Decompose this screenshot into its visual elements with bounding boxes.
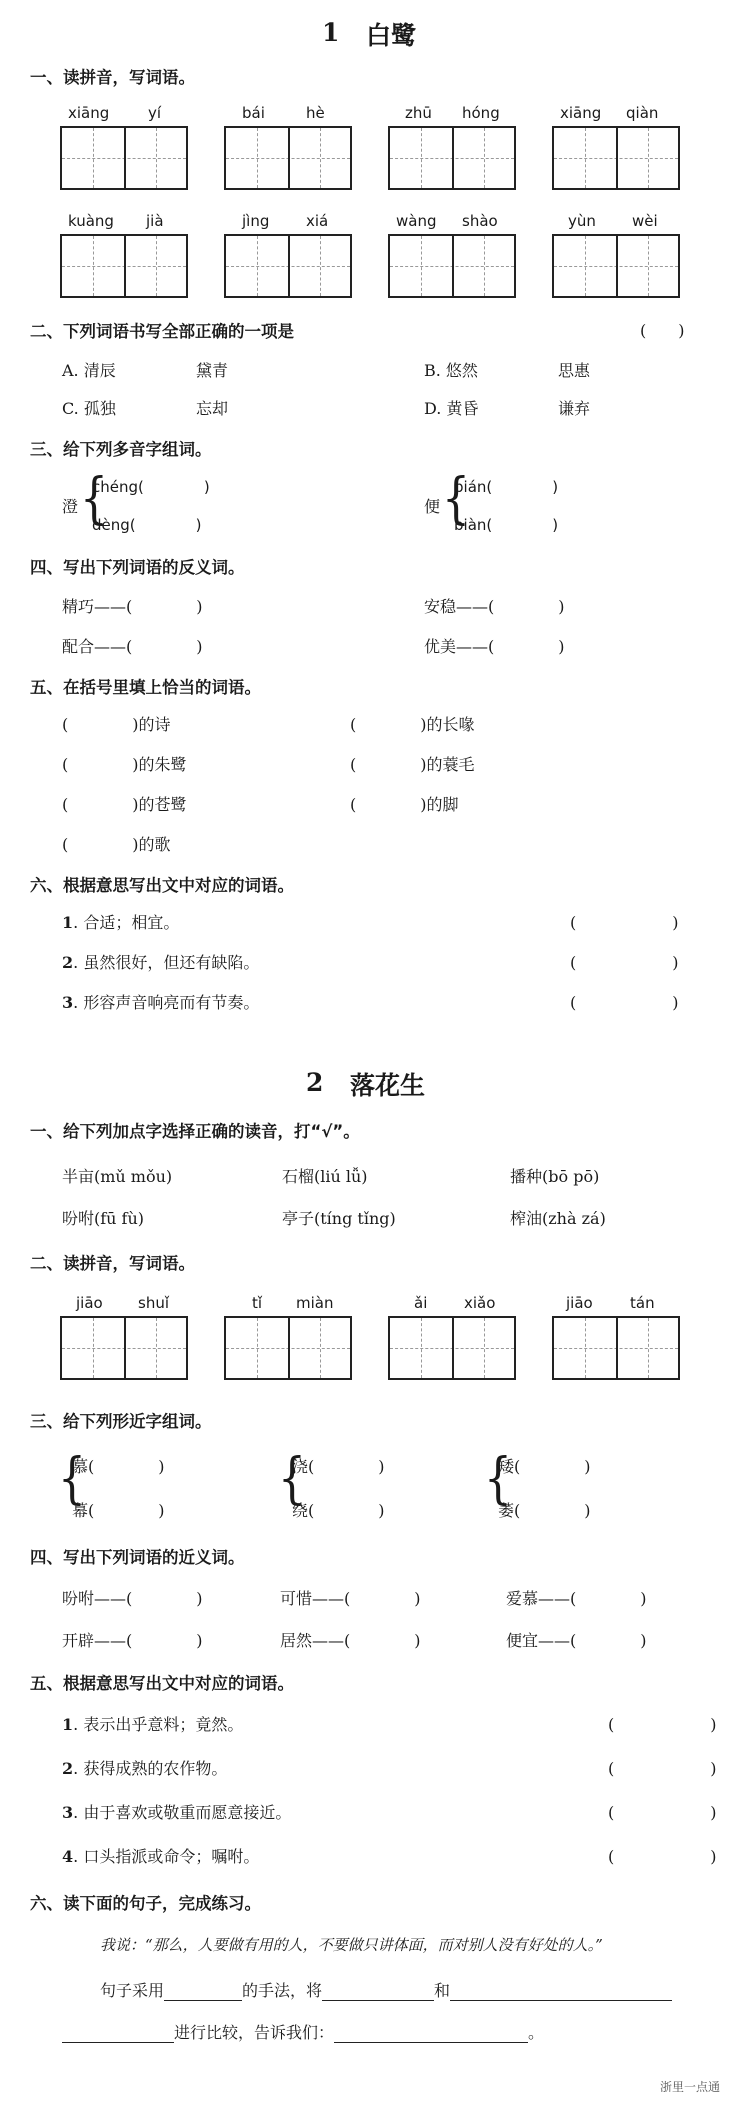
antonym-item[interactable]: 安稳——( ) xyxy=(424,597,565,616)
pronunciation-item[interactable]: 榨油(zhà zá) xyxy=(510,1209,606,1228)
item-text: . 表示出乎意料；竟然。 xyxy=(73,1715,244,1734)
item-number: 4 xyxy=(62,1847,74,1866)
answer-blank[interactable] xyxy=(164,1981,242,2001)
lesson2-title: 落花生 xyxy=(350,1071,426,1100)
pinyin-label: tán xyxy=(630,1294,655,1312)
fill-blank[interactable]: pián( ) xyxy=(454,478,559,496)
fill-phrase[interactable]: ( )的诗 xyxy=(62,715,171,734)
item-text: . 虽然很好，但还有缺陷。 xyxy=(73,953,260,972)
fill-blank[interactable]: 矮( ) xyxy=(498,1457,591,1476)
item-text: . 口头指派或命令；嘱咐。 xyxy=(73,1847,260,1866)
synonym-item[interactable]: 可惜——( ) xyxy=(280,1589,421,1608)
option-d-word2: 谦弃 xyxy=(558,399,591,418)
fill-blank[interactable]: 幕( ) xyxy=(72,1501,165,1520)
footer-brand: 浙里一点通 xyxy=(660,2080,721,2094)
l1-s5-heading: 五、在括号里填上恰当的词语。 xyxy=(30,678,261,697)
answer-paren[interactable]: ( ) xyxy=(608,1847,717,1866)
pinyin-label: shào xyxy=(462,212,498,230)
l2-s1-heading: 一、给下列加点字选择正确的读音，打“√”。 xyxy=(30,1122,360,1141)
option-c-word2: 忘却 xyxy=(196,399,229,418)
pinyin-label: xiāng xyxy=(560,104,602,122)
quoted-sentence: 我说：“那么，人要做有用的人，不要做只讲体面，而对别人没有好处的人。” xyxy=(100,1936,603,1954)
synonym-item[interactable]: 开辟——( ) xyxy=(62,1631,203,1650)
pinyin-label: yùn xyxy=(568,212,596,230)
pinyin-label: xiāng xyxy=(68,104,110,122)
sentence-text: 和 xyxy=(434,1981,451,2000)
writing-grid[interactable] xyxy=(224,1316,352,1380)
answer-paren[interactable]: ( ) xyxy=(608,1715,717,1734)
definition-item xyxy=(62,1712,243,1735)
writing-grid[interactable] xyxy=(552,1316,680,1380)
pronunciation-item[interactable]: 石榴(liú lǚ) xyxy=(282,1167,368,1186)
sentence-text: 句子采用 xyxy=(100,1981,165,2000)
option-a[interactable]: A. 清辰 xyxy=(62,361,116,380)
pinyin-label: jiāo xyxy=(566,1294,593,1312)
item-text: . 由于喜欢或敬重而愿意接近。 xyxy=(73,1803,292,1822)
fill-phrase[interactable]: ( )的脚 xyxy=(350,795,459,814)
fill-blank[interactable]: biàn( ) xyxy=(454,516,559,534)
fill-sentence-line2 xyxy=(62,2020,544,2043)
definition-item xyxy=(62,910,179,933)
l2-s6-heading: 六、读下面的句子，完成练习。 xyxy=(30,1894,261,1913)
synonym-item[interactable]: 便宜——( ) xyxy=(506,1631,647,1650)
pinyin-label: kuàng xyxy=(68,212,114,230)
writing-grid[interactable] xyxy=(388,126,516,190)
writing-grid[interactable] xyxy=(224,126,352,190)
option-d[interactable]: D. 黄昏 xyxy=(424,399,479,418)
item-number: 3 xyxy=(62,1803,74,1822)
sentence-text: 的手法，将 xyxy=(242,1981,323,2000)
antonym-item[interactable]: 配合——( ) xyxy=(62,637,203,656)
fill-sentence-line1 xyxy=(100,1978,672,2001)
answer-paren[interactable]: ( ) xyxy=(570,993,679,1012)
option-b[interactable]: B. 悠然 xyxy=(424,361,478,380)
synonym-item[interactable]: 爱慕——( ) xyxy=(506,1589,647,1608)
pinyin-label: wàng xyxy=(396,212,437,230)
writing-grid[interactable] xyxy=(552,234,680,298)
definition-item xyxy=(62,1800,291,1823)
writing-grid[interactable] xyxy=(552,126,680,190)
l1-s3-heading: 三、给下列多音字组词。 xyxy=(30,440,212,459)
answer-paren[interactable]: ( ) xyxy=(640,321,685,340)
item-number: 3 xyxy=(62,993,74,1012)
pinyin-label: jiāo xyxy=(76,1294,103,1312)
option-c[interactable]: C. 孤独 xyxy=(62,399,116,418)
option-a-word2: 黛青 xyxy=(196,361,229,380)
definition-item xyxy=(62,950,259,973)
synonym-item[interactable]: 吩咐——( ) xyxy=(62,1589,203,1608)
sentence-text: 进行比较，告诉我们： xyxy=(174,2023,335,2042)
brace-icon: { xyxy=(278,1447,306,1511)
pinyin-label: tǐ xyxy=(252,1294,263,1312)
item-text: . 形容声音响亮而有节奏。 xyxy=(73,993,260,1012)
pronunciation-item[interactable]: 半亩(mǔ mǒu) xyxy=(62,1167,173,1186)
polyphone-char: 澄 xyxy=(62,497,79,516)
brace-icon: { xyxy=(484,1447,512,1511)
lesson1-number: 1 xyxy=(322,18,340,47)
definition-item xyxy=(62,1844,259,1867)
item-number: 2 xyxy=(62,953,74,972)
answer-paren[interactable]: ( ) xyxy=(608,1759,717,1778)
item-text: . 获得成熟的农作物。 xyxy=(73,1759,228,1778)
l2-s2-heading: 二、读拼音，写词语。 xyxy=(30,1254,195,1273)
pinyin-label: qiàn xyxy=(626,104,659,122)
answer-blank[interactable] xyxy=(334,2023,528,2043)
answer-paren[interactable]: ( ) xyxy=(570,953,679,972)
writing-grid[interactable] xyxy=(60,126,188,190)
fill-blank[interactable]: 萎( ) xyxy=(498,1501,591,1520)
pinyin-label: jìng xyxy=(242,212,270,230)
writing-grid[interactable] xyxy=(224,234,352,298)
fill-phrase[interactable]: ( )的苍鹭 xyxy=(62,795,187,814)
writing-grid[interactable] xyxy=(388,1316,516,1380)
synonym-item[interactable]: 居然——( ) xyxy=(280,1631,421,1650)
l1-s6-heading: 六、根据意思写出文中对应的词语。 xyxy=(30,876,294,895)
item-number: 1 xyxy=(62,1715,74,1734)
antonym-item[interactable]: 优美——( ) xyxy=(424,637,565,656)
pinyin-label: jià xyxy=(146,212,164,230)
pinyin-label: bái xyxy=(242,104,265,122)
pinyin-label: shuǐ xyxy=(138,1294,169,1312)
item-number: 2 xyxy=(62,1759,74,1778)
fill-blank[interactable]: 绕( ) xyxy=(292,1501,385,1520)
fill-blank[interactable]: dèng( ) xyxy=(92,516,202,534)
pinyin-label: hè xyxy=(306,104,325,122)
pinyin-label: hóng xyxy=(462,104,500,122)
fill-phrase[interactable]: ( )的蓑毛 xyxy=(350,755,475,774)
pronunciation-item[interactable]: 亭子(tíng tǐng) xyxy=(282,1209,396,1228)
l2-s4-heading: 四、写出下列词语的近义词。 xyxy=(30,1548,245,1567)
l1-s1-heading: 一、读拼音，写词语。 xyxy=(30,68,195,87)
fill-blank[interactable]: 慕( ) xyxy=(72,1457,165,1476)
answer-blank[interactable] xyxy=(322,1981,434,2001)
answer-blank[interactable] xyxy=(62,2023,174,2043)
pinyin-label: xiá xyxy=(306,212,329,230)
pinyin-label: miàn xyxy=(296,1294,334,1312)
pinyin-label: wèi xyxy=(632,212,658,230)
option-b-word2: 思惠 xyxy=(558,361,591,380)
antonym-item[interactable]: 精巧——( ) xyxy=(62,597,203,616)
l2-s5-heading: 五、根据意思写出文中对应的词语。 xyxy=(30,1674,294,1693)
fill-phrase[interactable]: ( )的朱鹭 xyxy=(62,755,187,774)
pinyin-label: xiǎo xyxy=(464,1294,496,1312)
lesson2-number: 2 xyxy=(306,1068,324,1097)
writing-grid[interactable] xyxy=(60,1316,188,1380)
pronunciation-item[interactable]: 播种(bō pō) xyxy=(510,1167,600,1186)
fill-phrase[interactable]: ( )的长喙 xyxy=(350,715,475,734)
item-text: . 合适；相宜。 xyxy=(73,913,180,932)
polyphone-char: 便 xyxy=(424,497,441,516)
writing-grid[interactable] xyxy=(60,234,188,298)
fill-blank[interactable]: 浇( ) xyxy=(292,1457,385,1476)
definition-item xyxy=(62,990,259,1013)
l2-s3-heading: 三、给下列形近字组词。 xyxy=(30,1412,212,1431)
answer-paren[interactable]: ( ) xyxy=(608,1803,717,1822)
pronunciation-item[interactable]: 吩咐(fū fù) xyxy=(62,1209,145,1228)
brace-icon: { xyxy=(58,1447,86,1511)
sentence-text: 。 xyxy=(528,2023,545,2042)
writing-grid[interactable] xyxy=(388,234,516,298)
l1-s4-heading: 四、写出下列词语的反义词。 xyxy=(30,558,245,577)
fill-blank[interactable]: chéng( ) xyxy=(92,478,210,496)
pinyin-label: yí xyxy=(148,104,162,122)
lesson1-title: 白鹭 xyxy=(366,21,417,50)
answer-blank[interactable] xyxy=(450,1981,672,2001)
definition-item xyxy=(62,1756,227,1779)
fill-phrase[interactable]: ( )的歌 xyxy=(62,835,171,854)
brace-icon: { xyxy=(442,467,470,531)
answer-paren[interactable]: ( ) xyxy=(570,913,679,932)
item-number: 1 xyxy=(62,913,74,932)
pinyin-label: zhū xyxy=(405,104,432,122)
l1-s2-heading: 二、下列词语书写全部正确的一项是 xyxy=(30,322,294,341)
pinyin-label: ǎi xyxy=(414,1294,428,1312)
brace-icon: { xyxy=(80,467,108,531)
